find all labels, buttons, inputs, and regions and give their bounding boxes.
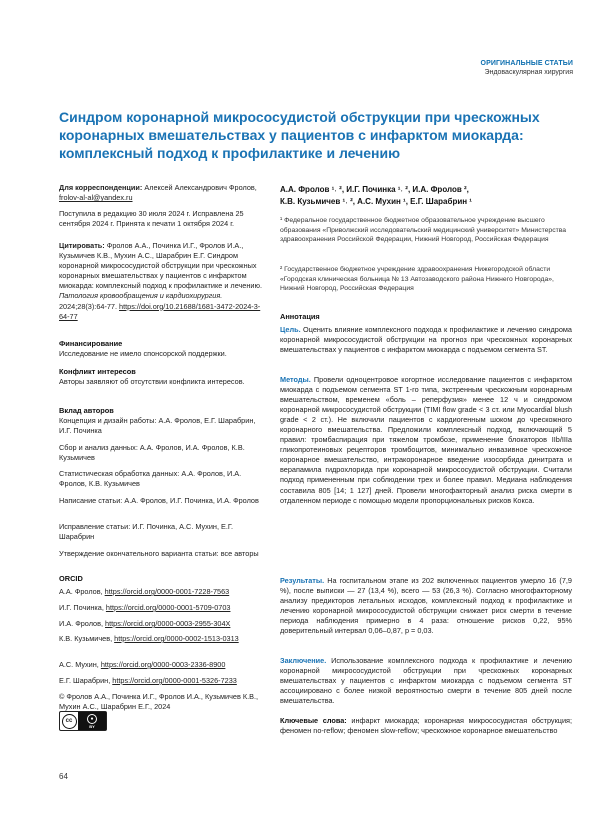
- aim-text: Оценить влияние комплексного подхода к профилактике и лечению синдрома коронарной микрососудистой обструкции на прогноз при чрескожных коронарных вмешательствах у пациентов с инфарктом миокарда с подъемом сегмента ST.: [280, 325, 572, 355]
- corr-email-link[interactable]: frolov-al-al@yandex.ru: [59, 193, 133, 203]
- by-label: BY: [89, 723, 95, 729]
- abstract-results: [280, 576, 572, 636]
- correspondence-block: [59, 183, 264, 203]
- conflict-heading: Конфликт интересов: [59, 367, 136, 376]
- methods-label: Методы.: [280, 375, 311, 384]
- contrib-item: Исправление статьи: И.Г. Починка, А.С. Мухин, Е.Г. Шарабрин: [59, 522, 233, 542]
- orcid-entry: [59, 619, 264, 629]
- affiliation-2: ² Государственное бюджетное учреждение здравоохранения Нижегородской области «Городская клиническая больница № 13 Автозаводского района Нижнего Новгорода», Нижний Новгород, Российская Федерация: [280, 266, 554, 293]
- conclusion-text: Использование комплексного подхода к профилактике и лечению коронарной микрососудистой обструкции при чрескожных коронарных вмешательствах у пациентов с инфарктом миокарда с подъемом сегмента ST ассоциировано с более низкой вероятностью смерти в течение 805 дней после вмешательства.: [280, 656, 572, 706]
- corr-name: Алексей Александрович Фролов,: [144, 183, 257, 192]
- funding-heading: Финансирование: [59, 339, 123, 348]
- orcid-entry: [59, 603, 264, 613]
- citation-block: [59, 241, 264, 322]
- orcid-link[interactable]: https://orcid.org/0000-0001-5709-0703: [105, 603, 231, 612]
- funding-text: Исследование не имело спонсорской поддержки.: [59, 349, 227, 358]
- aim-label: Цель.: [280, 325, 301, 334]
- cc-by-license-logo[interactable]: [59, 711, 107, 731]
- abstract-conclusion: [280, 656, 572, 706]
- received-dates: Поступила в редакцию 30 июля 2024 г. Исправлена 25 сентября 2024 г. Принята к печати 1 октября 2024 г.: [59, 209, 244, 229]
- keywords: [280, 716, 572, 736]
- keywords-text: инфаркт миокарда; коронарная микрососудистая обструкция; феномен no-reflow; феномен slow-reflow; чрескожное коронарное вмешательство: [280, 716, 573, 736]
- orcid-author: А.А. Фролов,: [59, 587, 103, 596]
- contrib-item: Статистическая обработка данных: А.А. Фролов, И.А. Фролов, К.В. Кузьмичев: [59, 469, 242, 489]
- section-label: ОРИГИНАЛЬНЫЕ СТАТЬИ: [480, 60, 573, 67]
- copyright: © Фролов А.А., Починка И.Г., Фролов И.А., Кузьмичев К.В., Мухин А.С., Шарабрин Е.Г., 2024: [59, 692, 259, 712]
- keywords-label: Ключевые слова:: [280, 716, 347, 725]
- affiliation-1: ¹ Федеральное государственное бюджетное образовательное учреждение высшего образования «Приволжский исследовательский медицинский университет» Министерства здравоохранения Российской Федерации, Нижний Новгород, Российская Федерация: [280, 217, 567, 244]
- conclusion-label: Заключение.: [280, 656, 327, 665]
- orcid-entry: [59, 660, 264, 670]
- conflict-text: Авторы заявляют об отсутствии конфликта интересов.: [59, 377, 245, 386]
- orcid-author: К.В. Кузьмичев,: [59, 634, 113, 643]
- orcid-link[interactable]: https://orcid.org/0000-0002-1513-0313: [114, 634, 239, 643]
- methods-text: Провели одноцентровое когортное исследование пациентов с инфарктом миокарда с подъемом сегмента ST 1-го типа, экстренным чрескожным коронарным вмешательством, временем «боль – реперфузия» менее 12 ч и синдромом коронарной микрососудистой обструкции (TIMI flow grade < 3 ст. или Myocardial blush grade < 2 ст.). Не включили пациентов с кардиогенным шоком до чрескожного коронарного вмешательства. Предложили комплексный подход, включающий 5 правил: тромбаспирация при тяжелом тромбозе, применение блокаторов IIb/IIIa гликопротеиновых рецепторов тромбоцитов, минимально инвазивное чрескожное коронарное вмешательство, интракоронарное введение изосорбида динитрата и верапамила гидрохлорида при коронарной микрососудистой обструкции. Считали подход примененным при соблюдении трех и более правил. Медиана наблюдения составила 805 [14; 1 127] дней. Провели многофакторный анализ риска смерти в отдаленном периоде с помощью модели пропорциональных рисков Кокса.: [280, 375, 573, 505]
- authors-line-2: К.В. Кузьмичев ¹˒ ², А.С. Мухин ¹, Е.Г. Шарабрин ¹: [280, 197, 472, 206]
- orcid-author: Е.Г. Шарабрин,: [59, 676, 111, 685]
- corr-label: Для корреспонденции:: [59, 183, 143, 192]
- orcid-entry: [59, 587, 264, 597]
- cite-doi-link[interactable]: https://doi.org/10.21688/1681-3472-2024-3-64-77: [59, 301, 261, 321]
- page-number: 64: [59, 772, 68, 781]
- orcid-entry: [59, 676, 264, 686]
- orcid-heading: ORCID: [59, 574, 83, 583]
- results-text: На госпитальном этапе из 202 включенных пациентов умерло 16 (7,9 %), после выписки — 27 (13,4 %), всего — 53 (26,3 %). Согласно многофакторному анализу предикторов летальных исходов, комплексный подход к профилактике и лечению коронарной микрососудистой обструкции снижает риск смерти в течение периода наблюдения примерно в 4 раза: отношение рисков 0,22, 95% доверительный интервал 0,06–0,87, p = 0,03.: [280, 576, 572, 636]
- contrib-item: Написание статьи: А.А. Фролов, И.Г. Починка, И.А. Фролов: [59, 496, 259, 505]
- orcid-author: А.С. Мухин,: [59, 660, 99, 669]
- orcid-entry: [59, 634, 264, 644]
- orcid-author: И.А. Фролов,: [59, 619, 103, 628]
- results-label: Результаты.: [280, 576, 325, 585]
- attribution-icon: ●: [87, 714, 97, 724]
- abstract-methods: [280, 375, 572, 506]
- contrib-item: Утверждение окончательного варианта статьи: все авторы: [59, 549, 259, 558]
- orcid-link[interactable]: https://orcid.org/0000-0003-2955-304X: [105, 619, 231, 628]
- orcid-link[interactable]: https://orcid.org/0000-0001-5326-7233: [112, 676, 237, 685]
- contrib-heading: Вклад авторов: [59, 406, 114, 415]
- abstract-heading: Аннотация: [280, 312, 320, 321]
- cite-journal: Патология кровообращения и кардиохирургия.: [59, 291, 223, 301]
- abstract-aim: [280, 325, 572, 355]
- orcid-author: И.Г. Починка,: [59, 603, 104, 612]
- contrib-item: Концепция и дизайн работы: А.А. Фролов, Е.Г. Шарабрин, И.Г. Починка: [59, 416, 256, 436]
- article-title: Синдром коронарной микрососудистой обструкции при чрескожных коронарных вмешательствах у пациентов с инфарктом миокарда: комплексный подход к профилактике и лечению: [59, 109, 540, 161]
- orcid-link[interactable]: https://orcid.org/0000-0003-2336-8900: [100, 660, 226, 669]
- authors-line-1: А.А. Фролов ¹˒ ², И.Г. Починка ¹˒ ², И.А. Фролов ²,: [280, 185, 469, 194]
- cite-text: Фролов А.А., Починка И.Г., Фролов И.А., Кузьмичев К.В., Мухин А.С., Шарабрин Е.Г. Синдром коронарной микрососудистой обструкции при чрескожных коронарных вмешательствах у пациентов с инфарктом миокарда: комплексный подход к профилактике и лечению.: [59, 241, 262, 291]
- section-subtitle: Эндоваскулярная хирургия: [484, 69, 573, 76]
- orcid-link[interactable]: https://orcid.org/0000-0001-7228-7563: [104, 587, 230, 596]
- cite-volume: 2024;28(3):64-77.: [59, 301, 118, 311]
- contrib-item: Сбор и анализ данных: А.А. Фролов, И.А. Фролов, К.В. Кузьмичев: [59, 443, 245, 463]
- cc-icon: cc: [62, 714, 77, 729]
- cite-label: Цитировать:: [59, 241, 105, 250]
